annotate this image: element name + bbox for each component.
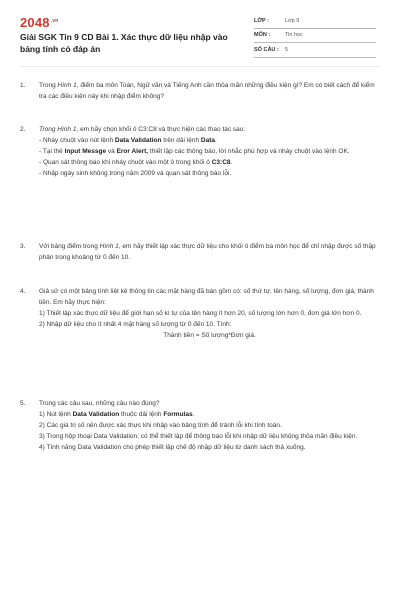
meta-value: Tin học bbox=[285, 32, 303, 39]
text-segment: . bbox=[214, 137, 217, 144]
text-segment: 1) Nút lệnh bbox=[39, 411, 73, 418]
text-segment: - Tại thẻ bbox=[39, 148, 65, 155]
question-text: Trong các câu sau, những câu nào đúng? bbox=[39, 400, 160, 407]
text-segment: . bbox=[230, 159, 233, 166]
site-logo[interactable] bbox=[20, 15, 59, 30]
meta-label: SỐ CÂU : bbox=[254, 46, 279, 53]
text-segment: , em hãy thiết lập xác thực dữ liệu cho khối ô điểm ba môn học để chỉ nhập được số thập phân trong khoảng từ 0 đến 10. bbox=[39, 243, 376, 261]
bold-term: Eror Alert, bbox=[116, 148, 149, 155]
answer-option: 4) Tính năng Data Validation cho phép thiết lập chế độ nhập dữ liệu từ danh sách thả xuống. bbox=[39, 444, 306, 451]
text-segment: thiết lập các thông báo, lời nhắc phù hợp và nháy chuột vào lệnh OK. bbox=[148, 148, 350, 155]
text-segment: thuộc dải lệnh bbox=[119, 411, 164, 418]
question-number: 4. bbox=[20, 288, 26, 295]
figure-ref: Hình 1 bbox=[99, 243, 119, 250]
question-1 bbox=[20, 80, 380, 102]
text-segment: , em hãy chọn khối ô C3:C8 và thực hiện các thao tác sau: bbox=[76, 126, 246, 133]
question-number: 5. bbox=[20, 400, 26, 407]
page-title: Giải SGK Tin 9 CD Bài 1. Xác thực dữ liệu nhập vào bảng tính có đáp án bbox=[20, 32, 228, 54]
bold-term: Input Messge bbox=[64, 148, 107, 155]
answer-option bbox=[39, 409, 380, 420]
text-segment: - Quan sát thông báo khi nháy chuột vào một ô trong khối ô bbox=[39, 159, 212, 166]
question-2 bbox=[20, 124, 380, 179]
question-4 bbox=[20, 286, 380, 341]
answer-option: 3) Trong hộp thoại Data Validation, có thể thiết lập để thông báo lỗi khi nhập dữ liệu không thỏa mãn điều kiện. bbox=[39, 433, 358, 440]
question-text bbox=[39, 241, 380, 263]
text-segment: Trong bbox=[39, 82, 58, 89]
bold-term: Data Validation bbox=[72, 411, 120, 418]
answer-option: 2) Các giá trị số nên được xác thực khi nhập vào bảng tính để tránh lỗi khi tính toán. bbox=[39, 422, 282, 429]
meta-label: LỚP : bbox=[254, 17, 269, 24]
question-number: 1. bbox=[20, 82, 26, 89]
logo-sup: .vn bbox=[50, 17, 59, 24]
bold-term: Data bbox=[200, 137, 215, 144]
meta-table bbox=[254, 14, 376, 58]
meta-value: Lớp 9 bbox=[285, 17, 300, 24]
text-segment: , điểm ba môn Toán, Ngữ văn và Tiếng Anh cần thỏa mãn những điều kiện gì? Em có biết cách để kiểm tra các điều kiện này khi nhập điểm không? bbox=[39, 82, 375, 100]
header-divider bbox=[20, 66, 380, 67]
step-line: 2) Nhập dữ liệu cho ít nhất 4 mặt hàng số lượng từ 0 đến 10. Tính: bbox=[39, 321, 232, 328]
meta-row-count bbox=[254, 43, 376, 58]
question-number: 2. bbox=[20, 126, 26, 133]
text-segment: . bbox=[192, 411, 195, 418]
text-segment: Với bảng điểm trong bbox=[39, 243, 100, 250]
question-text bbox=[39, 80, 380, 102]
logo-main: 2048 bbox=[20, 15, 50, 30]
bold-term: Formulas bbox=[163, 411, 193, 418]
figure-ref: Hình 1 bbox=[57, 82, 77, 89]
question-text: Giả sử có một bảng tính liệt kê thông tin các mặt hàng đã bán gồm có: số thứ tự, tên hàng, số lượng, đơn giá, thành tiền. Em hãy thực hiện: bbox=[39, 288, 374, 306]
step-line bbox=[39, 157, 380, 168]
bold-term: C3:C8 bbox=[211, 159, 231, 166]
text-segment: và bbox=[106, 148, 117, 155]
question-number: 3. bbox=[20, 243, 26, 250]
step-line: 1) Thiết lập xác thực dữ liệu để giới hạn số kí tự của tên hàng ít hơn 20, số lượng lớn hơn 0, đơn giá lớn hơn 0. bbox=[39, 310, 362, 317]
step-line: - Nhập ngày sinh không trong năm 2009 và quan sát thông báo lỗi. bbox=[39, 170, 232, 177]
question-5 bbox=[20, 398, 380, 453]
meta-label: MÔN : bbox=[254, 32, 271, 39]
question-3 bbox=[20, 241, 380, 263]
bold-term: Data Validation bbox=[114, 137, 162, 144]
figure-ref: Trong Hình 1 bbox=[39, 126, 77, 133]
step-line bbox=[39, 146, 380, 157]
meta-row-subject bbox=[254, 29, 376, 44]
step-line bbox=[39, 135, 380, 146]
formula-line: Thành tiền = Số lượng*Đơn giá. bbox=[163, 332, 256, 339]
question-text bbox=[39, 124, 380, 135]
meta-row-grade bbox=[254, 14, 376, 29]
text-segment: trên dải lệnh bbox=[161, 137, 201, 144]
meta-value: 5 bbox=[285, 46, 289, 53]
text-segment: - Nháy chuột vào nút lệnh bbox=[39, 137, 115, 144]
